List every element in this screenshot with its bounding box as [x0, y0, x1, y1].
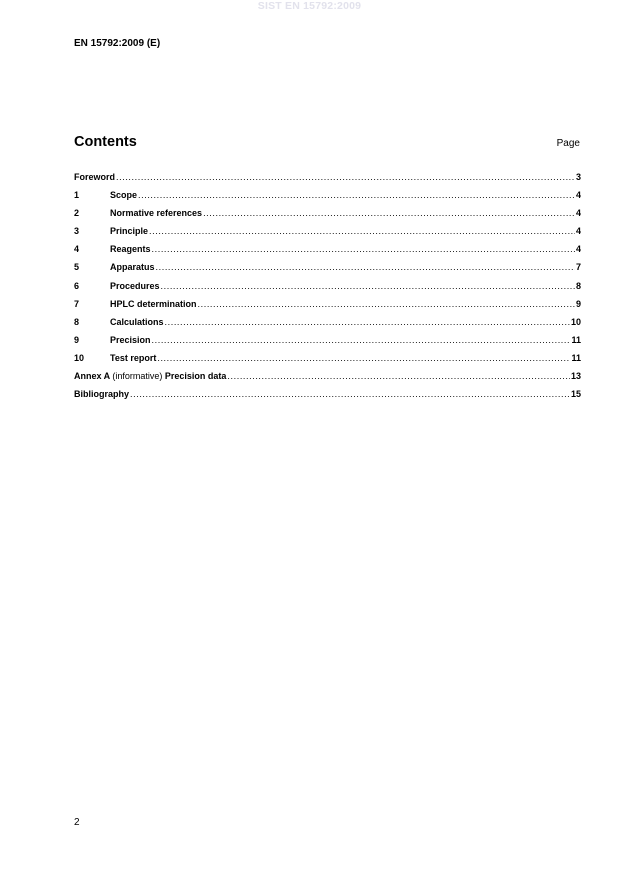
toc-entry-title: Precision	[110, 334, 151, 345]
toc-entry-title: Apparatus	[110, 262, 155, 273]
toc-entry-number: 3	[74, 226, 80, 237]
toc-entry-title: Procedures	[110, 280, 160, 291]
toc-entry-title: Bibliography	[74, 389, 130, 400]
toc-entry-title: HPLC determination	[110, 298, 197, 309]
toc-leader-dots	[198, 299, 575, 309]
toc-entry-number: 6	[74, 280, 80, 291]
toc-leader-dots	[149, 226, 575, 236]
toc-entry-test-report[interactable]	[74, 353, 581, 371]
toc-entry-normative-references[interactable]	[74, 208, 581, 226]
toc-entry-page: 4	[575, 226, 581, 237]
page-number: 2	[74, 817, 80, 828]
toc-entry-title: Scope	[110, 190, 138, 201]
toc-leader-dots	[227, 371, 570, 381]
toc-entry-title: Reagents	[110, 244, 151, 255]
toc-entry-page: 4	[575, 190, 581, 201]
toc-entry-page: 4	[575, 208, 581, 219]
toc-entry-number: 7	[74, 298, 80, 309]
toc-entry-number: 4	[74, 244, 80, 255]
page-column-label: Page	[556, 138, 580, 149]
toc-entry-page: 10	[570, 316, 581, 327]
watermark: SIST EN 15792:2009	[257, 0, 362, 12]
toc-leader-dots	[152, 335, 571, 345]
toc-entry-calculations[interactable]	[74, 317, 581, 335]
toc-entry-principle[interactable]	[74, 226, 581, 244]
toc-entry-page: 4	[575, 244, 581, 255]
toc-entry-page: 11	[571, 334, 581, 345]
toc-entry-page: 9	[575, 298, 581, 309]
toc-entry-bibliography[interactable]	[74, 389, 581, 407]
toc-entry-title: Foreword	[74, 172, 116, 182]
toc-leader-dots	[152, 244, 575, 254]
contents-heading: Contents	[74, 134, 137, 150]
toc-entry-page: 7	[575, 262, 581, 273]
toc-leader-dots	[156, 262, 575, 272]
toc-entry-number: 1	[74, 190, 80, 201]
toc-leader-dots	[165, 317, 570, 327]
toc-entry-title: Calculations	[110, 316, 164, 327]
toc-entry-procedures[interactable]	[74, 281, 581, 299]
toc-entry-apparatus[interactable]	[74, 262, 581, 280]
toc-entry-hplc-determination[interactable]	[74, 299, 581, 317]
document-id: EN 15792:2009 (E)	[74, 38, 161, 49]
toc-entry-precision[interactable]	[74, 335, 581, 353]
toc-entry-foreword[interactable]	[74, 172, 581, 190]
table-of-contents	[74, 172, 581, 407]
annex-type: (informative)	[112, 371, 163, 382]
toc-entry-title	[74, 371, 226, 381]
toc-entry-page: 8	[575, 280, 581, 291]
toc-leader-dots	[157, 353, 570, 363]
toc-entry-reagents[interactable]	[74, 244, 581, 262]
toc-entry-page: 3	[575, 172, 581, 182]
toc-leader-dots	[130, 389, 570, 399]
toc-entry-page: 11	[571, 352, 581, 363]
toc-entry-annex-a[interactable]	[74, 371, 581, 389]
toc-entry-number: 9	[74, 334, 80, 345]
toc-leader-dots	[116, 172, 575, 182]
toc-entry-scope[interactable]	[74, 190, 581, 208]
toc-entry-title: Principle	[110, 226, 149, 237]
toc-entry-title: Normative references	[110, 208, 203, 219]
toc-entry-number: 5	[74, 262, 80, 273]
toc-leader-dots	[203, 208, 575, 218]
toc-leader-dots	[161, 281, 575, 291]
annex-title: Precision data	[164, 371, 227, 382]
toc-entry-number: 10	[74, 352, 85, 363]
toc-entry-number: 8	[74, 316, 80, 327]
toc-entry-number: 2	[74, 208, 80, 219]
toc-entry-title: Test report	[110, 352, 157, 363]
toc-leader-dots	[138, 190, 575, 200]
toc-entry-page: 13	[570, 371, 581, 382]
annex-label: Annex A	[74, 371, 110, 382]
toc-entry-page: 15	[570, 389, 581, 400]
